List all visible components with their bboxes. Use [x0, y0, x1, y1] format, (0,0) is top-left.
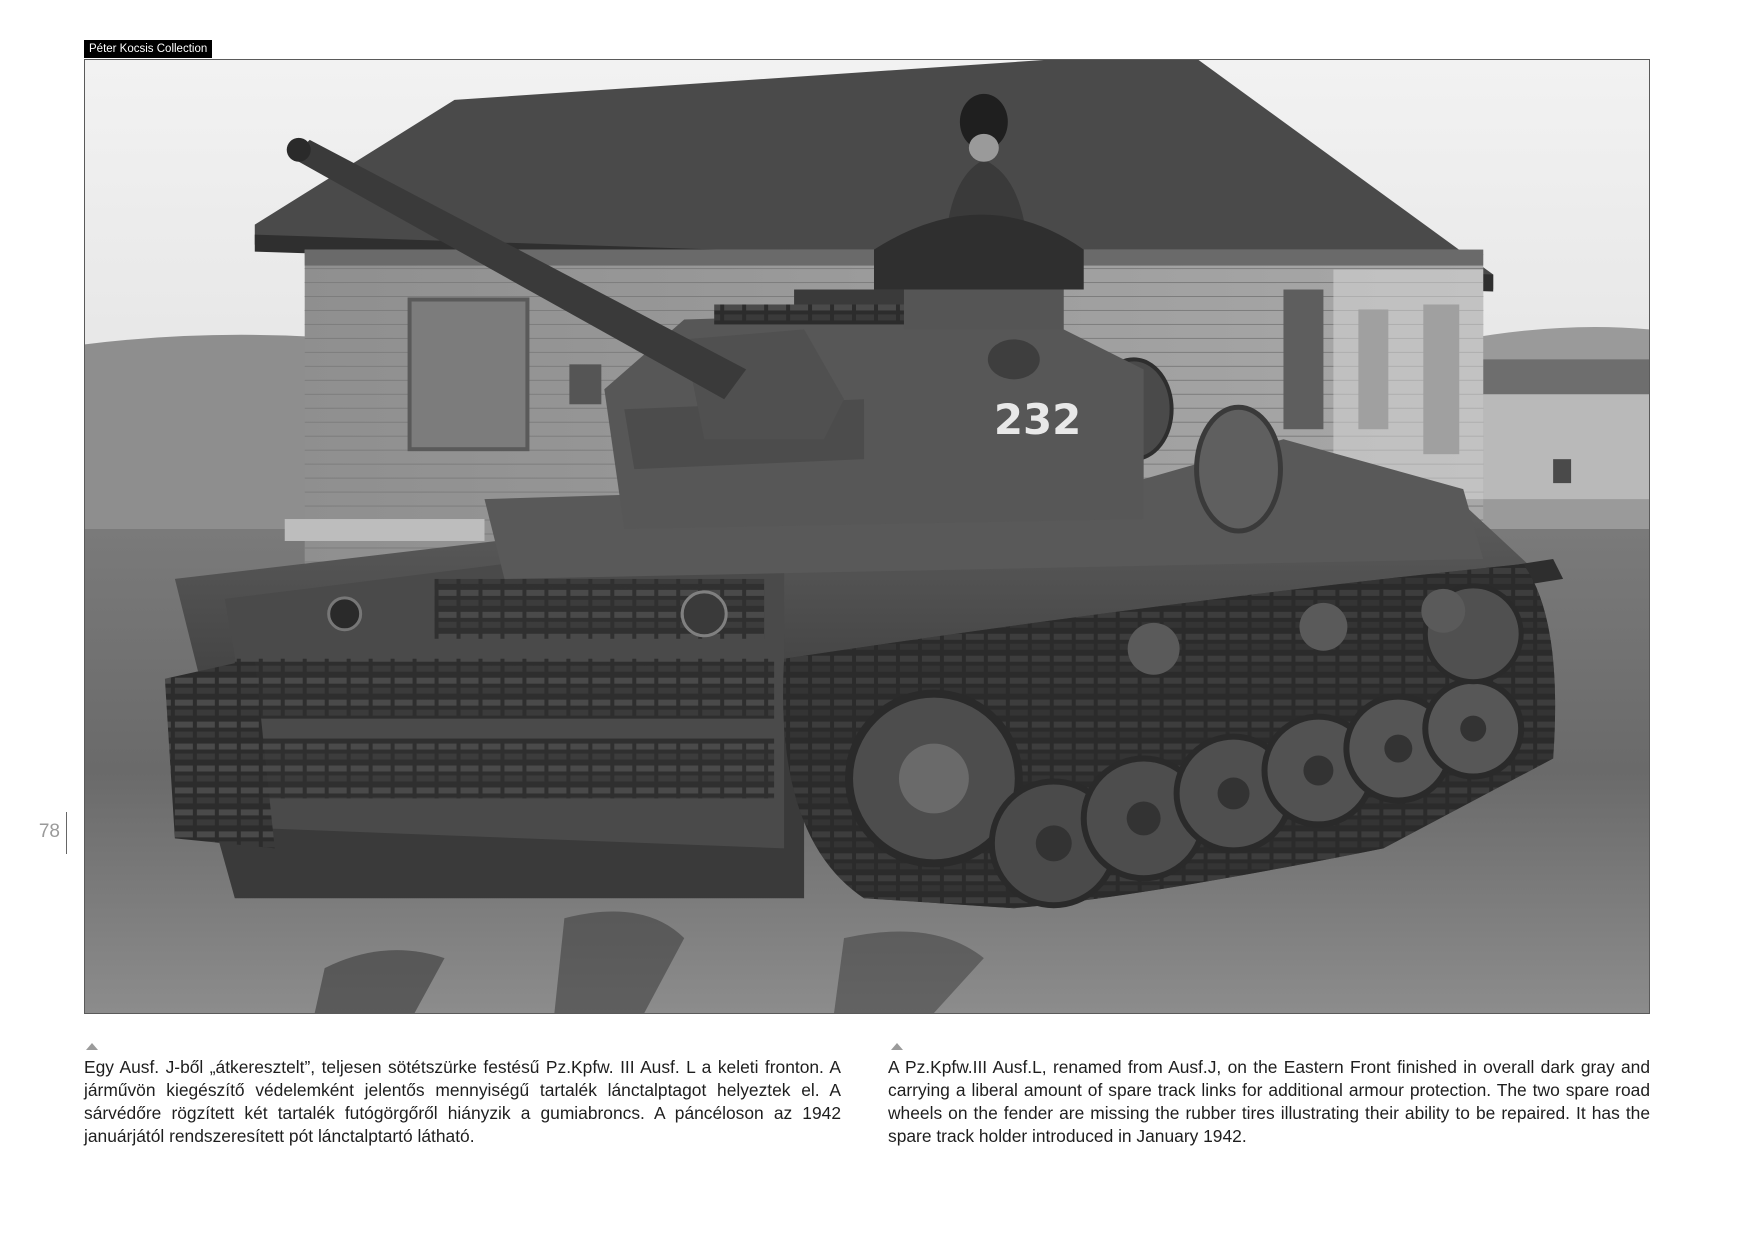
- turret-number: 232: [993, 395, 1082, 445]
- caption-hungarian: Egy Ausf. J-ből „átkeresztelt”, teljesen sötétszürke festésű Pz.Kpfw. III Ausf. L a keleti fronton. A járművön kiegészítő védelemként jelentős mennyiségű tartalék lánctalptagot helyeztek el. A sárvédőre rögzített két tartalék futógörgőről hiányzik a gumiabroncs. A páncéloson az 1942 januárjától rendszeresített pót lánctalptartó látható.: [84, 1057, 841, 1146]
- page-number: 78: [38, 821, 60, 842]
- caption-english: A Pz.Kpfw.III Ausf.L, renamed from Ausf.J, on the Eastern Front finished in overall dark gray and carrying a liberal amount of spare track links for additional armour protection. The two spare road wheels on the fender are missing the rubber tires illustrating their ability to be repaired. It has the spare track holder introduced in January 1942.: [888, 1057, 1650, 1146]
- caption-marker-hungarian-icon: [86, 1043, 98, 1050]
- photo-illustration: [85, 60, 1649, 1013]
- caption-marker-english-icon: [891, 1043, 903, 1050]
- page-number-rule: [66, 812, 67, 854]
- photo-credit: Péter Kocsis Collection: [84, 40, 212, 58]
- tank-photograph: [84, 59, 1650, 1014]
